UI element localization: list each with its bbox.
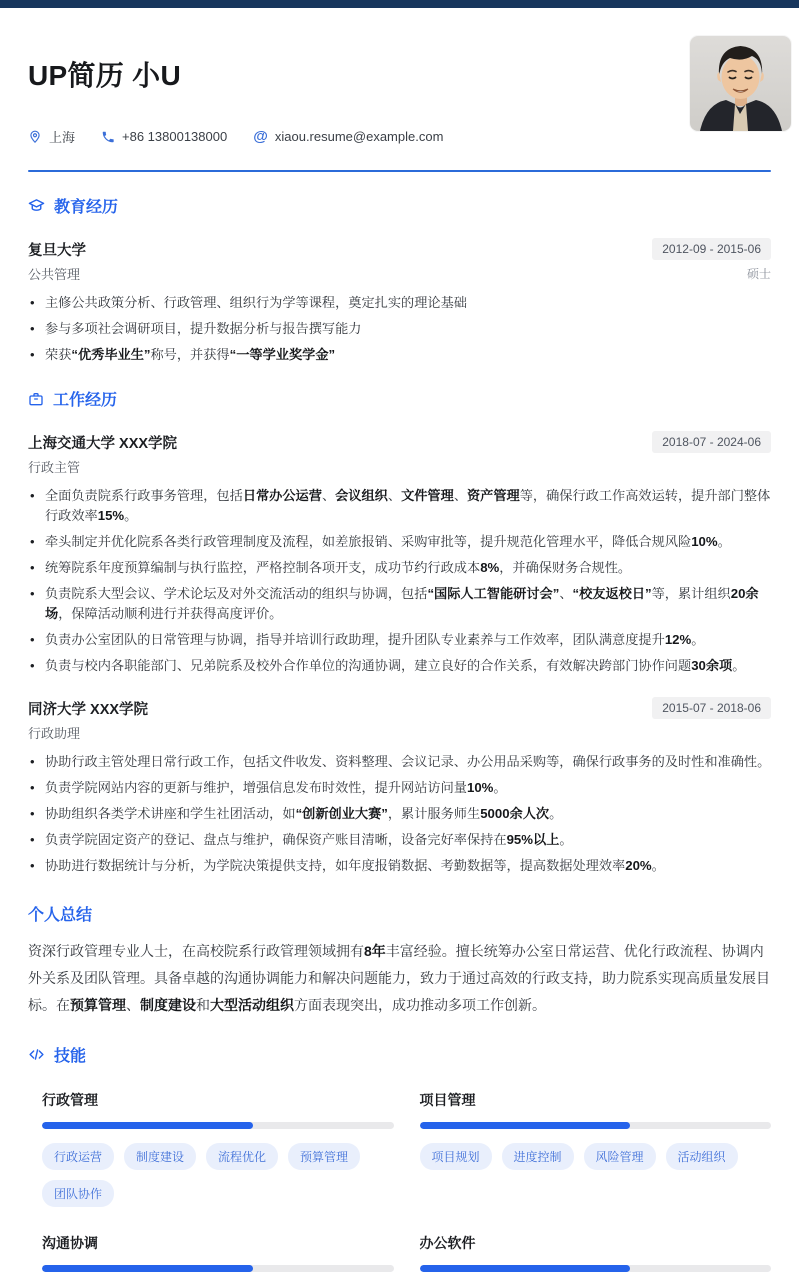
text-run: ，保障活动顺利进行并获得高度评价。 — [58, 606, 283, 621]
text-run: 参与多项社会调研项目，提升数据分析与报告撰写能力 — [45, 321, 362, 336]
experience-entry — [28, 697, 771, 876]
bullet-item — [28, 293, 771, 313]
bold-run: 资产管理 — [467, 488, 520, 503]
bold-run: 12% — [664, 632, 692, 647]
entry-subheader — [28, 264, 771, 283]
skill-tag: 流程优化 — [206, 1143, 278, 1170]
text-run: 和 — [196, 997, 210, 1013]
entry-title: 复旦大学 — [28, 242, 86, 259]
skill-progress-fill — [420, 1122, 631, 1129]
skill-progress-track — [420, 1265, 772, 1272]
text-run: 方面表现突出，成功推动多项工作创新。 — [294, 997, 546, 1013]
contact-email — [253, 129, 443, 144]
skill-name: 办公软件 — [419, 1235, 476, 1251]
skill-tag: 项目规划 — [420, 1143, 492, 1170]
skill-block — [420, 1233, 772, 1272]
text-run: 。 — [691, 632, 705, 647]
text-run: 牵头制定并优化院系各类行政管理制度及流程，如差旅报销、采购审批等，提升规范化管理水平，降低合规风险 — [45, 534, 692, 549]
entry-subheader — [28, 457, 771, 476]
text-run: 协助进行数据统计与分析，为学院决策提供支持，如年度报销数据、考勤数据等，提高数据处理效率 — [45, 858, 626, 873]
bold-run: 10% — [691, 534, 718, 549]
text-run: 。 — [717, 534, 731, 549]
education-section-title: 教育经历 — [54, 199, 119, 216]
bold-run: 文件管理 — [401, 488, 454, 503]
degree-text: 硕士 — [746, 267, 771, 281]
skill-tag: 活动组织 — [666, 1143, 738, 1170]
date-range-badge: 2018-07 - 2024-06 — [652, 431, 771, 453]
text-run: 资深行政管理专业人士，在高校院系行政管理领域拥有 — [28, 943, 364, 959]
text-run: 。 — [549, 806, 563, 821]
experience-entry — [28, 238, 771, 365]
phone-text: +86 13800138000 — [122, 129, 228, 144]
work-section-header — [28, 387, 771, 410]
entry-subheader — [28, 723, 771, 742]
summary-paragraph — [28, 938, 771, 1019]
bold-run: 会议组织 — [335, 488, 388, 503]
text-run: 、 — [387, 488, 402, 503]
text-run: 等，确保行政工作高效运转，提升部门整体行政效率 — [45, 488, 771, 523]
bold-run: “国际人工智能研讨会” — [427, 586, 560, 601]
bold-run: “校友返校日” — [572, 586, 652, 601]
text-run: 丰富经验。擅长统筹办公室日常运营、优化行政流程、协调内外关系及团队管理。具备卓越的沟通协调能力和解决问题能力，致力于通过高效的行政支持，助力院系实现高质量发展目标。在 — [28, 943, 770, 1013]
date-range-badge: 2012-09 - 2015-06 — [652, 238, 771, 260]
skill-progress-track — [42, 1122, 394, 1129]
education-section-header — [28, 194, 771, 217]
bold-run: 30余项 — [691, 658, 733, 673]
text-run: 等，累计组织 — [651, 586, 731, 601]
text-run: 。 — [493, 780, 507, 795]
text-run: 称号，并获得 — [150, 347, 230, 362]
entry-header — [28, 238, 771, 260]
text-run: 负责学院网站内容的更新与维护，增强信息发布时效性，提升网站访问量 — [45, 780, 467, 795]
role-text: 行政助理 — [28, 726, 81, 741]
skill-progress-fill — [42, 1265, 253, 1272]
bullet-item — [28, 584, 771, 624]
phone-icon — [101, 130, 115, 144]
contact-location — [28, 127, 75, 146]
skill-name: 项目管理 — [419, 1092, 476, 1108]
text-run: 负责与校内各职能部门、兄弟院系及校外合作单位的沟通协调，建立良好的合作关系，有效解决跨部门协作问题 — [45, 658, 692, 673]
skill-progress-fill — [42, 1122, 253, 1129]
skill-name: 沟通协调 — [42, 1235, 98, 1251]
entry-title: 同济大学 XXX学院 — [28, 701, 149, 718]
experience-entry — [28, 431, 771, 676]
summary-section-header — [28, 902, 771, 925]
bullet-item — [28, 804, 771, 824]
bullet-list — [28, 293, 771, 365]
text-run: 荣获 — [45, 347, 72, 362]
bullet-item — [28, 532, 771, 552]
text-run: 统筹院系年度预算编制与执行监控，严格控制各项开支，成功节约行政成本 — [45, 560, 481, 575]
text-run: 主修公共政策分析、行政管理、组织行为学等课程，奠定扎实的理论基础 — [45, 295, 467, 310]
role-text: 行政主管 — [28, 460, 81, 475]
profile-photo-illustration — [690, 36, 791, 131]
text-run: 、 — [321, 488, 336, 503]
major-text: 公共管理 — [28, 267, 81, 282]
bold-run: “一等学业奖学金” — [229, 347, 336, 362]
summary-section-title: 个人总结 — [28, 907, 93, 924]
skill-tag: 进度控制 — [502, 1143, 574, 1170]
education-list — [28, 238, 771, 365]
text-run: ，并确保财务合规性。 — [499, 560, 632, 575]
skill-block — [42, 1233, 394, 1272]
skill-progress-fill — [420, 1265, 631, 1272]
entry-header — [28, 697, 771, 719]
skills-grid — [28, 1090, 771, 1272]
bullet-item — [28, 345, 771, 365]
bullet-item — [28, 656, 771, 676]
header-divider — [28, 170, 771, 172]
skill-tags — [420, 1143, 772, 1170]
bold-run: 大型活动组织 — [210, 997, 294, 1013]
skill-block — [420, 1090, 772, 1207]
entry-title: 上海交通大学 XXX学院 — [28, 435, 178, 452]
code-icon — [28, 1046, 45, 1063]
bold-run: 预算管理 — [70, 997, 126, 1013]
skill-tag: 制度建设 — [124, 1143, 196, 1170]
location-pin-icon — [28, 130, 42, 144]
email-text: xiaou.resume@example.com — [274, 129, 444, 144]
bold-run: 20% — [625, 858, 652, 873]
text-run: 协助行政主管处理日常行政工作，包括文件收发、资料整理、会议记录、办公用品采购等，确保行政事务的及时性和准确性。 — [45, 754, 771, 769]
text-run: 。 — [124, 508, 138, 523]
bullet-item — [28, 486, 771, 526]
summary-section — [28, 902, 771, 1019]
bold-run: 20余场 — [45, 586, 759, 621]
skill-tag: 预算管理 — [288, 1143, 360, 1170]
bold-run: 15% — [97, 508, 125, 523]
bullet-item — [28, 856, 771, 876]
bold-run: 8年 — [364, 943, 386, 959]
bold-run: 10% — [467, 780, 494, 795]
bold-run: 5000余人次 — [480, 806, 550, 821]
profile-photo — [690, 36, 791, 131]
skills-section-title: 技能 — [54, 1048, 87, 1065]
bold-run: 8% — [480, 560, 500, 575]
work-section — [28, 387, 771, 876]
contact-phone — [101, 129, 227, 144]
skills-section — [28, 1043, 771, 1272]
text-run: ，累计服务师生 — [387, 806, 481, 821]
text-run: 负责院系大型会议、学术论坛及对外交流活动的组织与协调，包括 — [45, 586, 428, 601]
text-run: 、 — [559, 586, 573, 601]
contact-row — [28, 127, 771, 146]
location-text: 上海 — [49, 130, 76, 145]
candidate-name: UP简历 小U — [28, 60, 181, 91]
bullet-list — [28, 752, 771, 876]
text-run: 。 — [732, 658, 746, 673]
skill-tag: 风险管理 — [584, 1143, 656, 1170]
text-run: 负责学院固定资产的登记、盘点与维护，确保资产账目清晰，设备完好率保持在 — [45, 832, 507, 847]
resume-body — [0, 8, 799, 1272]
text-run: 全面负责院系行政事务管理，包括 — [45, 488, 243, 503]
skill-tags — [42, 1143, 394, 1207]
skill-tag: 团队协作 — [42, 1180, 114, 1207]
text-run: 。 — [651, 858, 665, 873]
bullet-item — [28, 319, 771, 339]
text-run: 、 — [126, 997, 140, 1013]
bullet-list — [28, 486, 771, 676]
skill-name: 行政管理 — [42, 1092, 98, 1108]
at-icon: @ — [253, 128, 268, 145]
bold-run: 日常办公运营 — [242, 488, 322, 503]
date-range-badge: 2015-07 - 2018-06 — [652, 697, 771, 719]
bullet-item — [28, 830, 771, 850]
bold-run: 制度建设 — [140, 997, 196, 1013]
text-run: 。 — [559, 832, 573, 847]
bold-run: “优秀毕业生” — [71, 347, 151, 362]
text-run: 、 — [453, 488, 467, 503]
top-accent-bar — [0, 0, 799, 8]
bullet-item — [28, 778, 771, 798]
bold-run: 95%以上 — [506, 832, 560, 847]
briefcase-icon — [28, 391, 44, 407]
bullet-item — [28, 752, 771, 772]
skill-progress-track — [420, 1122, 772, 1129]
graduation-cap-icon — [28, 197, 45, 214]
bullet-item — [28, 558, 771, 578]
text-run: 协助组织各类学术讲座和学生社团活动，如 — [45, 806, 296, 821]
skill-block — [42, 1090, 394, 1207]
education-section — [28, 194, 771, 365]
bold-run: “创新创业大赛” — [295, 806, 388, 821]
entry-header — [28, 431, 771, 453]
skill-progress-track — [42, 1265, 394, 1272]
skills-section-header — [28, 1043, 771, 1066]
work-section-title: 工作经历 — [53, 392, 118, 409]
bullet-item — [28, 630, 771, 650]
text-run: 负责办公室团队的日常管理与协调，指导并培训行政助理，提升团队专业素养与工作效率，团队满意度提升 — [45, 632, 665, 647]
work-list — [28, 431, 771, 876]
skill-tag: 行政运营 — [42, 1143, 114, 1170]
